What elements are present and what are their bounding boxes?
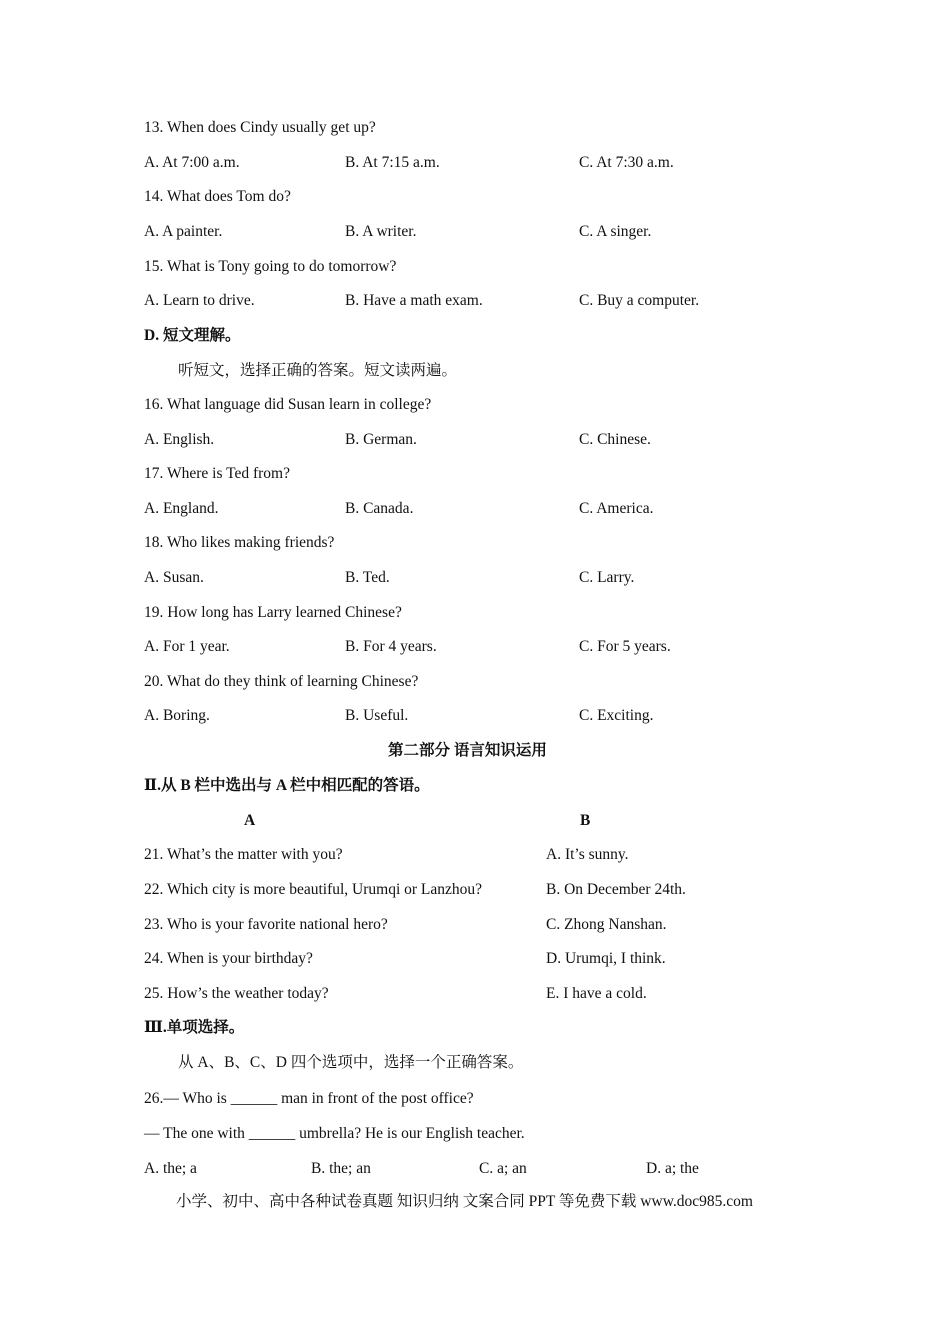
question-15-option-b: B. Have a math exam. — [345, 292, 483, 309]
part-2-title: 第二部分 语言知识运用 — [388, 742, 547, 759]
question-16-option-b: B. German. — [345, 431, 417, 448]
question-13-option-c: C. At 7:30 a.m. — [579, 154, 674, 171]
match-question-25: 25. How’s the weather today? — [144, 985, 329, 1002]
question-26-line-2: — The one with ______ umbrella? He is our English teacher. — [144, 1125, 525, 1142]
question-17: 17. Where is Ted from? — [144, 465, 290, 482]
match-answer-a: A. It’s sunny. — [546, 846, 629, 863]
question-26-option-d: D. a; the — [646, 1160, 699, 1177]
question-13: 13. When does Cindy usually get up? — [144, 119, 376, 136]
section-iii-instruction: 从 A、B、C、D 四个选项中，选择一个正确答案。 — [178, 1054, 524, 1071]
question-16: 16. What language did Susan learn in college? — [144, 396, 432, 413]
question-26-line-1: 26.— Who is ______ man in front of the post office? — [144, 1090, 474, 1107]
question-20: 20. What do they think of learning Chinese? — [144, 673, 419, 690]
question-13-option-a: A. At 7:00 a.m. — [144, 154, 240, 171]
question-19-option-a: A. For 1 year. — [144, 638, 230, 655]
question-19-option-b: B. For 4 years. — [345, 638, 437, 655]
question-18-option-c: C. Larry. — [579, 569, 635, 586]
question-18-option-a: A. Susan. — [144, 569, 204, 586]
question-16-option-a: A. English. — [144, 431, 215, 448]
question-15-option-c: C. Buy a computer. — [579, 292, 700, 309]
question-26-option-b: B. the; an — [311, 1160, 371, 1177]
question-14: 14. What does Tom do? — [144, 188, 291, 205]
match-question-24: 24. When is your birthday? — [144, 950, 313, 967]
question-17-option-b: B. Canada. — [345, 500, 414, 517]
page-footer: 小学、初中、高中各种试卷真题 知识归纳 文案合同 PPT 等免费下载 www.doc985.com — [176, 1193, 753, 1210]
match-answer-e: E. I have a cold. — [546, 985, 647, 1002]
question-20-option-b: B. Useful. — [345, 707, 409, 724]
question-18-option-b: B. Ted. — [345, 569, 390, 586]
question-14-option-a: A. A painter. — [144, 223, 223, 240]
section-iii-heading: Ⅲ.单项选择。 — [144, 1019, 245, 1036]
question-19: 19. How long has Larry learned Chinese? — [144, 604, 402, 621]
section-ii-heading: Ⅱ.从 B 栏中选出与 A 栏中相匹配的答语。 — [144, 777, 430, 794]
match-answer-c: C. Zhong Nanshan. — [546, 916, 667, 933]
question-13-option-b: B. At 7:15 a.m. — [345, 154, 440, 171]
match-question-22: 22. Which city is more beautiful, Urumqi or Lanzhou? — [144, 881, 483, 898]
question-26-option-c: C. a; an — [479, 1160, 527, 1177]
question-19-option-c: C. For 5 years. — [579, 638, 671, 655]
question-16-option-c: C. Chinese. — [579, 431, 651, 448]
column-b-header: B — [580, 812, 591, 829]
question-15-option-a: A. Learn to drive. — [144, 292, 255, 309]
question-17-option-a: A. England. — [144, 500, 219, 517]
column-a-header: A — [244, 812, 256, 829]
section-d-heading: D. 短文理解。 — [144, 327, 241, 344]
question-14-option-b: B. A writer. — [345, 223, 417, 240]
question-26-option-a: A. the; a — [144, 1160, 197, 1177]
match-question-23: 23. Who is your favorite national hero? — [144, 916, 388, 933]
question-20-option-a: A. Boring. — [144, 707, 210, 724]
match-answer-b: B. On December 24th. — [546, 881, 686, 898]
question-14-option-c: C. A singer. — [579, 223, 652, 240]
match-question-21: 21. What’s the matter with you? — [144, 846, 343, 863]
question-17-option-c: C. America. — [579, 500, 654, 517]
match-answer-d: D. Urumqi, I think. — [546, 950, 666, 967]
section-d-instruction: 听短文，选择正确的答案。短文读两遍。 — [178, 362, 458, 379]
question-20-option-c: C. Exciting. — [579, 707, 654, 724]
question-18: 18. Who likes making friends? — [144, 534, 335, 551]
question-15: 15. What is Tony going to do tomorrow? — [144, 258, 397, 275]
